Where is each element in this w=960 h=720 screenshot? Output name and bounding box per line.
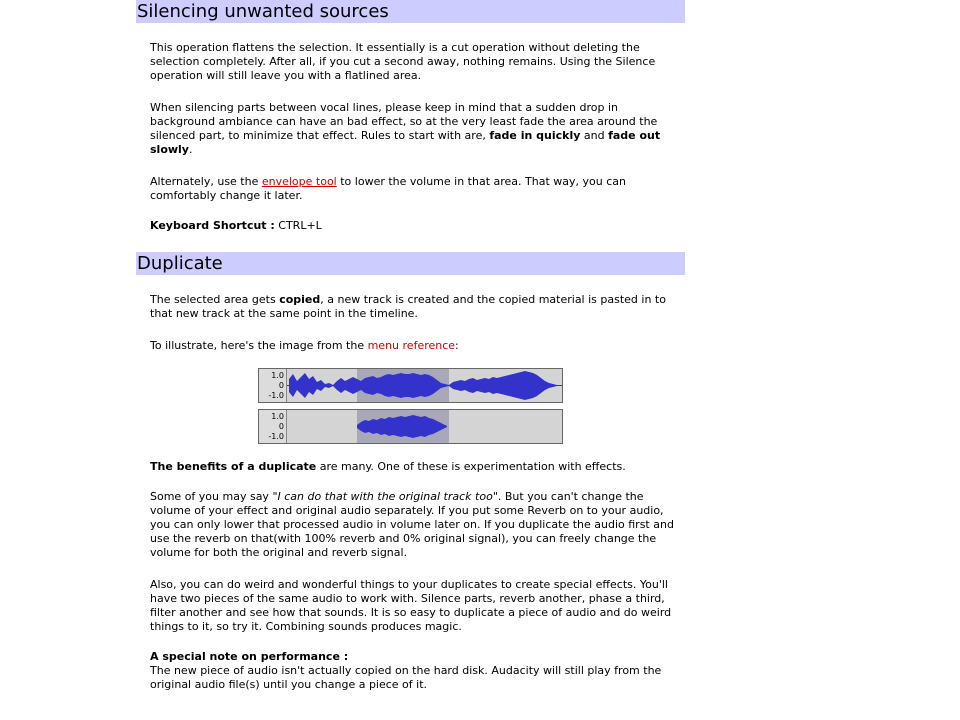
keyboard-shortcut — [150, 219, 685, 233]
text: When silencing parts between vocal lines, please keep in mind that a sudden drop in background ambiance can have an bad effect, so at the very least fade the area around the silenced part, to minimize that effect. Rules to start with are, — [150, 101, 658, 142]
track-scale — [259, 410, 287, 443]
section-body-duplicate — [136, 293, 685, 692]
paragraph — [150, 101, 685, 157]
paragraph: This operation flattens the selection. It essentially is a cut operation without deleting the selection completely. After all, if you cut a second away, nothing remains. Using the Silence operation will still leave you with a flatlined area. — [150, 41, 656, 82]
scale-top-label: 1.0 — [271, 371, 284, 380]
text: To illustrate, here's the image from the — [150, 339, 368, 352]
text: ". But you can't change the volume of your effect and original audio separately. If you put some Reverb on to your audio, you can only lower that processed audio in volume later on. If you duplicate the audio first and use the reverb on that(with 100% reverb and 0% original signal), you can freely change the volume for both the original and reverb signal. — [150, 490, 674, 559]
paragraph — [150, 460, 685, 474]
text: are many. One of these is experimentation with effects. — [316, 460, 626, 473]
bold-text: The benefits of a duplicate — [150, 460, 317, 473]
audio-track-duplicate — [258, 409, 563, 444]
paragraph: Also, you can do weird and wonderful things to your duplicates to create special effects. You'll have two pieces of the same audio to work with. Silence parts, reverb another, phase a third, filter another and see how that sounds. It is so easy to duplicate a piece of audio and do weird things to it, so try it. Combining sounds produces magic. — [150, 578, 672, 633]
duplicate-illustration — [258, 368, 563, 446]
bold-text: copied — [279, 293, 321, 306]
bold-text: fade in quickly — [489, 129, 581, 142]
paragraph — [150, 175, 685, 203]
performance-note — [150, 650, 685, 692]
envelope-tool-link[interactable]: envelope tool — [261, 175, 337, 188]
text: and — [580, 129, 609, 142]
paragraph — [150, 339, 685, 353]
note-title: A special note on performance : — [150, 650, 349, 663]
section-title-silencing: Silencing unwanted sources — [136, 0, 685, 23]
waveform-original — [287, 369, 562, 402]
document-content — [136, 0, 685, 692]
waveform-duplicate — [287, 410, 562, 443]
audio-track-original — [258, 368, 563, 403]
text: : — [455, 339, 459, 352]
text: to lower the volume in that area. That way, you can comfortably change it later. — [150, 175, 626, 202]
scale-bottom-label: -1.0 — [268, 391, 284, 400]
italic-text: I can do that with the original track too — [277, 490, 493, 503]
text: Some of you may say " — [150, 490, 278, 503]
track-scale — [259, 369, 287, 402]
text: . — [188, 143, 193, 156]
paragraph — [150, 293, 685, 321]
section-title-duplicate: Duplicate — [136, 252, 685, 275]
text: Alternately, use the — [150, 175, 262, 188]
bold-text: fade out slowly — [150, 129, 661, 156]
paragraph — [150, 490, 685, 560]
scale-mid-label: 0 — [278, 422, 284, 431]
scale-mid-label: 0 — [278, 381, 284, 390]
scale-bottom-label: -1.0 — [268, 432, 284, 441]
text: , a new track is created and the copied material is pasted in to that new track at the same point in the timeline. — [150, 293, 666, 320]
section-body-silencing — [136, 41, 685, 233]
note-body: The new piece of audio isn't actually copied on the hard disk. Audacity will still play from the original audio file(s) until you change a piece of it. — [150, 664, 662, 691]
menu-reference-link[interactable]: menu reference — [367, 339, 456, 352]
shortcut-label: Keyboard Shortcut : — [150, 219, 275, 232]
text: The selected area gets — [150, 293, 280, 306]
scale-top-label: 1.0 — [271, 412, 284, 421]
shortcut-value: CTRL+L — [274, 219, 322, 232]
